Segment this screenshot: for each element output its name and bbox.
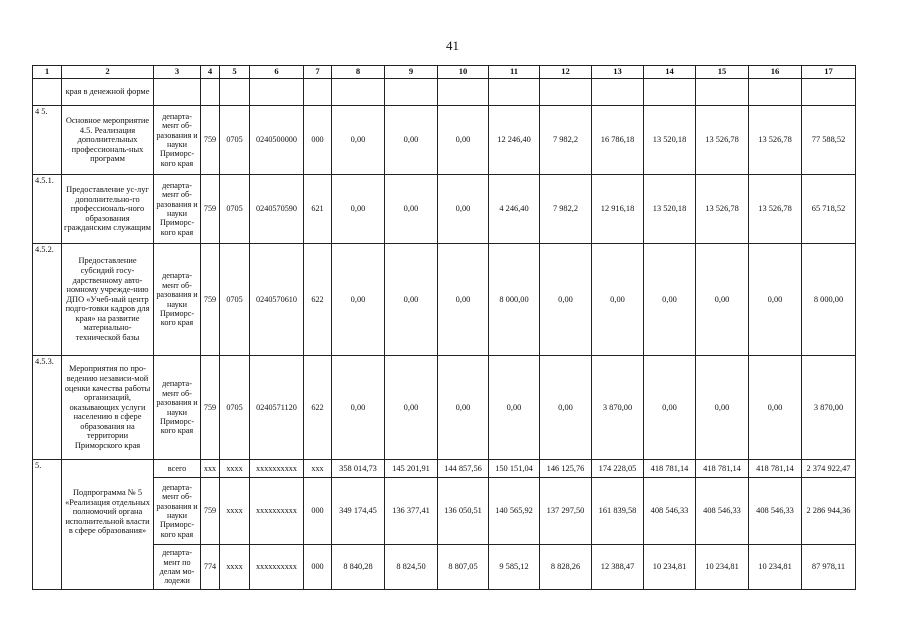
header-cell: 4 [201,66,220,79]
value-cell: 10 234,81 [696,545,749,590]
code-cell: 000 [304,106,332,175]
value-cell: 8 828,26 [540,545,592,590]
value-cell: 12 246,40 [489,106,540,175]
value-cell: 10 234,81 [749,545,802,590]
value-cell: 65 718,52 [802,175,856,244]
code-cell: 0240570610 [250,244,304,356]
code-cell: хххххххххх [250,478,304,545]
value-cell: 13 526,78 [749,175,802,244]
value-cell: 0,00 [438,244,489,356]
continuation-idx-cell [33,79,62,106]
value-cell: 0,00 [644,356,696,460]
department-cell: всего [154,460,201,478]
value-cell: 145 201,91 [385,460,438,478]
value-cell: 0,00 [592,244,644,356]
value-cell: 13 520,18 [644,106,696,175]
value-cell: 0,00 [332,356,385,460]
value-cell: 408 546,33 [644,478,696,545]
table-row [33,175,856,244]
department-cell: департа-мент об-разования и науки Приморс-кого края [154,175,201,244]
value-cell: 0,00 [332,175,385,244]
value-cell: 13 520,18 [644,175,696,244]
header-cell: 13 [592,66,644,79]
code-cell: хххх [220,460,250,478]
code-cell: хххх [220,545,250,590]
code-cell: хххххххххх [250,460,304,478]
header-cell: 9 [385,66,438,79]
value-cell: 0,00 [385,356,438,460]
value-cell: 408 546,33 [696,478,749,545]
code-cell: 759 [201,356,220,460]
code-cell: 759 [201,106,220,175]
value-cell: 87 978,11 [802,545,856,590]
department-cell: департа-мент об-разования и науки Приморс-кого края [154,244,201,356]
header-cell: 8 [332,66,385,79]
header-cell: 5 [220,66,250,79]
code-cell: 0240500000 [250,106,304,175]
value-cell: 3 870,00 [592,356,644,460]
code-cell: 0240570590 [250,175,304,244]
header-cell: 10 [438,66,489,79]
value-cell: 13 526,78 [749,106,802,175]
value-cell: 0,00 [696,244,749,356]
value-cell: 8 000,00 [802,244,856,356]
value-cell: 0,00 [438,356,489,460]
value-cell: 12 388,47 [592,545,644,590]
code-cell: 621 [304,175,332,244]
code-cell: ххх [304,460,332,478]
subprogram-row [33,460,856,478]
code-cell: 0705 [220,175,250,244]
value-cell: 13 526,78 [696,175,749,244]
code-cell: 622 [304,244,332,356]
code-cell: 0705 [220,244,250,356]
subprogram-index: 5. [33,460,62,590]
measure-name: Предоставление ус-луг дополнительно-го профессиональ-ного образования гражданским служащим [62,175,154,244]
row-index: 4.5.1. [33,175,62,244]
budget-table [32,65,856,590]
code-cell: 759 [201,175,220,244]
value-cell: 137 297,50 [540,478,592,545]
header-cell: 6 [250,66,304,79]
header-cell: 14 [644,66,696,79]
row-index: 4.5.2. [33,244,62,356]
value-cell: 0,00 [644,244,696,356]
value-cell: 12 916,18 [592,175,644,244]
value-cell: 0,00 [540,244,592,356]
value-cell: 0,00 [749,356,802,460]
value-cell: 3 870,00 [802,356,856,460]
continuation-name: края в денежной форме [62,79,154,106]
value-cell: 0,00 [385,244,438,356]
value-cell: 77 588,52 [802,106,856,175]
value-cell: 4 246,40 [489,175,540,244]
value-cell: 146 125,76 [540,460,592,478]
value-cell: 174 228,05 [592,460,644,478]
value-cell: 0,00 [385,106,438,175]
code-cell: 0240571120 [250,356,304,460]
subprogram-name: Подпрограмма № 5 «Реализация отдельных полномочий органа исполнительной власти в сфере образования» [62,460,154,590]
code-cell: 0705 [220,356,250,460]
value-cell: 150 151,04 [489,460,540,478]
value-cell: 0,00 [332,106,385,175]
code-cell: 0705 [220,106,250,175]
value-cell: 418 781,14 [696,460,749,478]
department-cell: департа-мент об-разования и науки Приморс-кого края [154,106,201,175]
value-cell: 8 824,50 [385,545,438,590]
value-cell: 7 982,2 [540,175,592,244]
department-cell: департа-мент по делам мо-лодежи [154,545,201,590]
header-cell: 2 [62,66,154,79]
value-cell: 10 234,81 [644,545,696,590]
table-row [33,244,856,356]
value-cell: 8 840,28 [332,545,385,590]
header-cell: 12 [540,66,592,79]
code-cell: ххх [201,460,220,478]
value-cell: 144 857,56 [438,460,489,478]
value-cell: 136 050,51 [438,478,489,545]
value-cell: 418 781,14 [644,460,696,478]
value-cell: 418 781,14 [749,460,802,478]
value-cell: 0,00 [489,356,540,460]
row-index: 4 5. [33,106,62,175]
row-index: 4.5.3. [33,356,62,460]
code-cell: хххх [220,478,250,545]
header-cell: 3 [154,66,201,79]
value-cell: 13 526,78 [696,106,749,175]
subprogram-row [33,478,856,545]
code-cell: 774 [201,545,220,590]
value-cell: 8 000,00 [489,244,540,356]
value-cell: 0,00 [749,244,802,356]
code-cell: хххххххххх [250,545,304,590]
header-cell: 11 [489,66,540,79]
subprogram-row [33,545,856,590]
value-cell: 9 585,12 [489,545,540,590]
header-cell: 15 [696,66,749,79]
code-cell: 000 [304,478,332,545]
code-cell: 622 [304,356,332,460]
value-cell: 0,00 [438,106,489,175]
value-cell: 0,00 [332,244,385,356]
header-cell: 1 [33,66,62,79]
value-cell: 16 786,18 [592,106,644,175]
value-cell: 358 014,73 [332,460,385,478]
measure-name: Мероприятия по про-ведению независи-мой оценки качества работы организаций, оказывающих услуги населению в сфере образования на территории Приморского края [62,356,154,460]
value-cell: 161 839,58 [592,478,644,545]
value-cell: 8 807,05 [438,545,489,590]
value-cell: 349 174,45 [332,478,385,545]
header-row [33,66,856,79]
header-cell: 17 [802,66,856,79]
value-cell: 140 565,92 [489,478,540,545]
value-cell: 2 286 944,36 [802,478,856,545]
table-row [33,106,856,175]
value-cell: 0,00 [385,175,438,244]
value-cell: 0,00 [696,356,749,460]
page-number: 41 [446,38,459,53]
table-row [33,356,856,460]
code-cell: 759 [201,244,220,356]
code-cell: 759 [201,478,220,545]
measure-name: Предоставление субсидий госу-дарственному авто-номному учрежде-нию ДПО «Учеб-ный центр подго-товки кадров для края» на развитие материально-технической базы [62,244,154,356]
value-cell: 408 546,33 [749,478,802,545]
department-cell: департа-мент об-разования и науки Приморс-кого края [154,478,201,545]
value-cell: 136 377,41 [385,478,438,545]
continuation-row [33,79,856,106]
measure-name: Основное мероприятие 4.5. Реализация дополнительных профессиональ-ных программ [62,106,154,175]
table-body [33,66,856,590]
code-cell: 000 [304,545,332,590]
value-cell: 0,00 [438,175,489,244]
header-cell: 16 [749,66,802,79]
value-cell: 0,00 [540,356,592,460]
value-cell: 7 982,2 [540,106,592,175]
department-cell: департа-мент об-разования и науки Приморс-кого края [154,356,201,460]
header-cell: 7 [304,66,332,79]
value-cell: 2 374 922,47 [802,460,856,478]
